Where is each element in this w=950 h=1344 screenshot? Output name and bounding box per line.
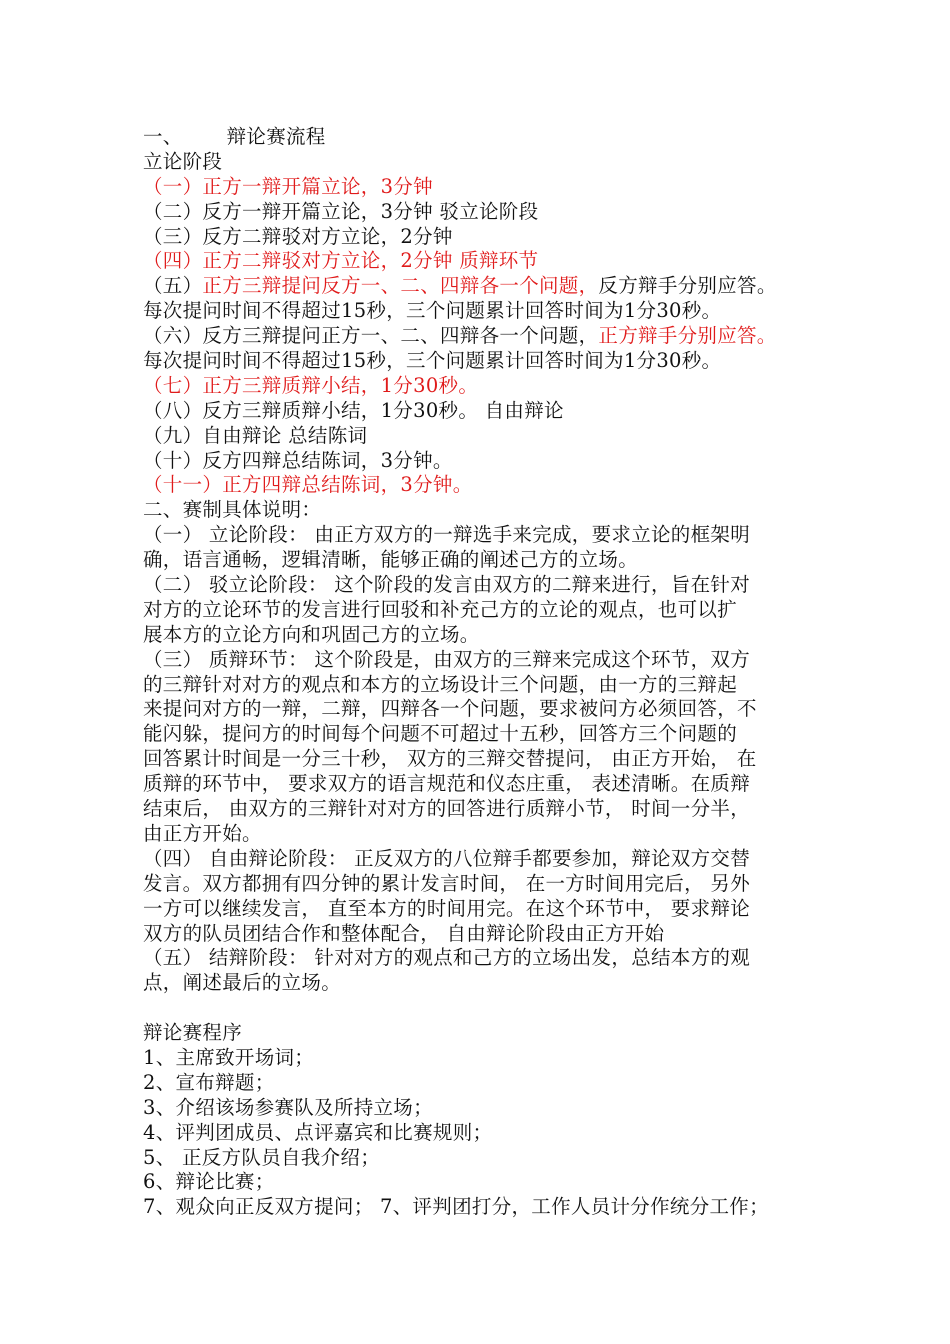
program-item: 3、介绍该场参赛队及所持立场；: [143, 1095, 433, 1119]
details-text: [143, 523, 813, 996]
detail-line: 对方的立论环节的发言进行回驳和补充己方的立论的观点，也可以扩: [143, 597, 738, 621]
detail-line: 质辩的环节中， 要求双方的语言规范和仪态庄重， 表述清晰。在质辩: [143, 772, 750, 796]
flow-item: （四）正方二辩驳对方立论，2分钟 质辩环节: [143, 249, 539, 273]
detail-line: 发言。双方都拥有四分钟的累计发言时间， 在一方时间用完后， 另外: [143, 871, 750, 895]
detail-line: 的三辩针对对方的观点和本方的立场设计三个问题，由一方的三辩起: [143, 672, 738, 696]
detail-line: 点，阐述最后的立场。: [143, 971, 342, 995]
detail-line: 一方可以继续发言， 直至本方的时间用完。在这个环节中， 要求辩论: [143, 896, 750, 920]
section-heading-3: 辩论赛程序: [143, 1021, 243, 1045]
flow-item: （三）反方二辩驳对方立论，2分钟: [143, 224, 453, 248]
section-heading-2: 二、赛制具体说明：: [143, 498, 322, 522]
detail-line: 回答累计时间是一分三十秒， 双方的三辩交替提问， 由正方开始， 在: [143, 747, 757, 771]
subheading-lilun: 立论阶段: [143, 149, 223, 173]
program-item: 1、主席致开场词；: [143, 1045, 315, 1069]
detail-line: （五） 结辩阶段： 针对对方的观点和己方的立场出发，总结本方的观: [143, 946, 750, 970]
detail-line: （四） 自由辩论阶段： 正反双方的八位辩手都要参加，辩论双方交替: [143, 846, 750, 870]
section-number: 一、: [143, 125, 183, 148]
program-item: 5、 正反方队员自我介绍；: [143, 1145, 381, 1169]
program-list: [143, 1046, 813, 1220]
program-item: 7、观众向正反双方提问； 7、评判团打分，工作人员计分作统分工作；: [143, 1195, 769, 1219]
flow-item: 每次提问时间不得超过15秒，三个问题累计回答时间为1分30秒。: [143, 299, 722, 323]
program-item: 4、评判团成员、点评嘉宾和比赛规则；: [143, 1120, 493, 1144]
section-heading-1: [143, 125, 813, 150]
detail-line: 结束后， 由双方的三辩针对对方的回答进行质辩小节， 时间一分半，: [143, 797, 750, 821]
program-item: 6、辩论比赛；: [143, 1170, 275, 1194]
flow-item: 每次提问时间不得超过15秒，三个问题累计回答时间为1分30秒。: [143, 349, 722, 373]
flow-list: [143, 175, 813, 499]
detail-line: 来提问对方的一辩，二辩，四辩各一个问题，要求被问方必须回答，不: [143, 697, 757, 721]
program-item: 2、宣布辩题；: [143, 1070, 275, 1094]
flow-item: （九）自由辩论 总结陈词: [143, 423, 368, 447]
flow-item: （七）正方三辩质辩小结，1分30秒。: [143, 373, 479, 397]
flow-item: （十一）正方四辩总结陈词，3分钟。: [143, 473, 473, 497]
flow-item: （二）反方一辩开篇立论，3分钟 驳立论阶段: [143, 199, 539, 223]
document-body: [143, 125, 813, 1220]
detail-line: （一） 立论阶段： 由正方双方的一辩选手来完成，要求立论的框架明: [143, 523, 750, 547]
blank-line: [143, 996, 813, 1021]
flow-item: （八）反方三辩质辩小结，1分30秒。 自由辩论: [143, 398, 564, 422]
flow-item: （一）正方一辩开篇立论，3分钟: [143, 174, 433, 198]
detail-line: 能闪躲，提问方的时间每个问题不可超过十五秒，回答方三个问题的: [143, 722, 738, 746]
detail-line: 双方的队员团结合作和整体配合， 自由辩论阶段由正方开始: [143, 921, 665, 945]
detail-line: 由正方开始。: [143, 821, 262, 845]
detail-line: （二） 驳立论阶段： 这个阶段的发言由双方的二辩来进行，旨在针对: [143, 573, 750, 597]
flow-item: （十）反方四辩总结陈词，3分钟。: [143, 448, 453, 472]
section-title: 辩论赛流程: [226, 125, 326, 148]
flow-item: （五）正方三辩提问反方一、二、四辩各一个问题，反方辩手分别应答。: [143, 274, 777, 298]
detail-line: 确，语言通畅，逻辑清晰，能够正确的阐述己方的立场。: [143, 548, 639, 572]
detail-line: 展本方的立论方向和巩固己方的立场。: [143, 622, 480, 646]
flow-item: （六）反方三辩提问正方一、二、四辩各一个问题，正方辩手分别应答。: [143, 324, 777, 348]
detail-line: （三） 质辩环节： 这个阶段是，由双方的三辩来完成这个环节，双方: [143, 647, 750, 671]
